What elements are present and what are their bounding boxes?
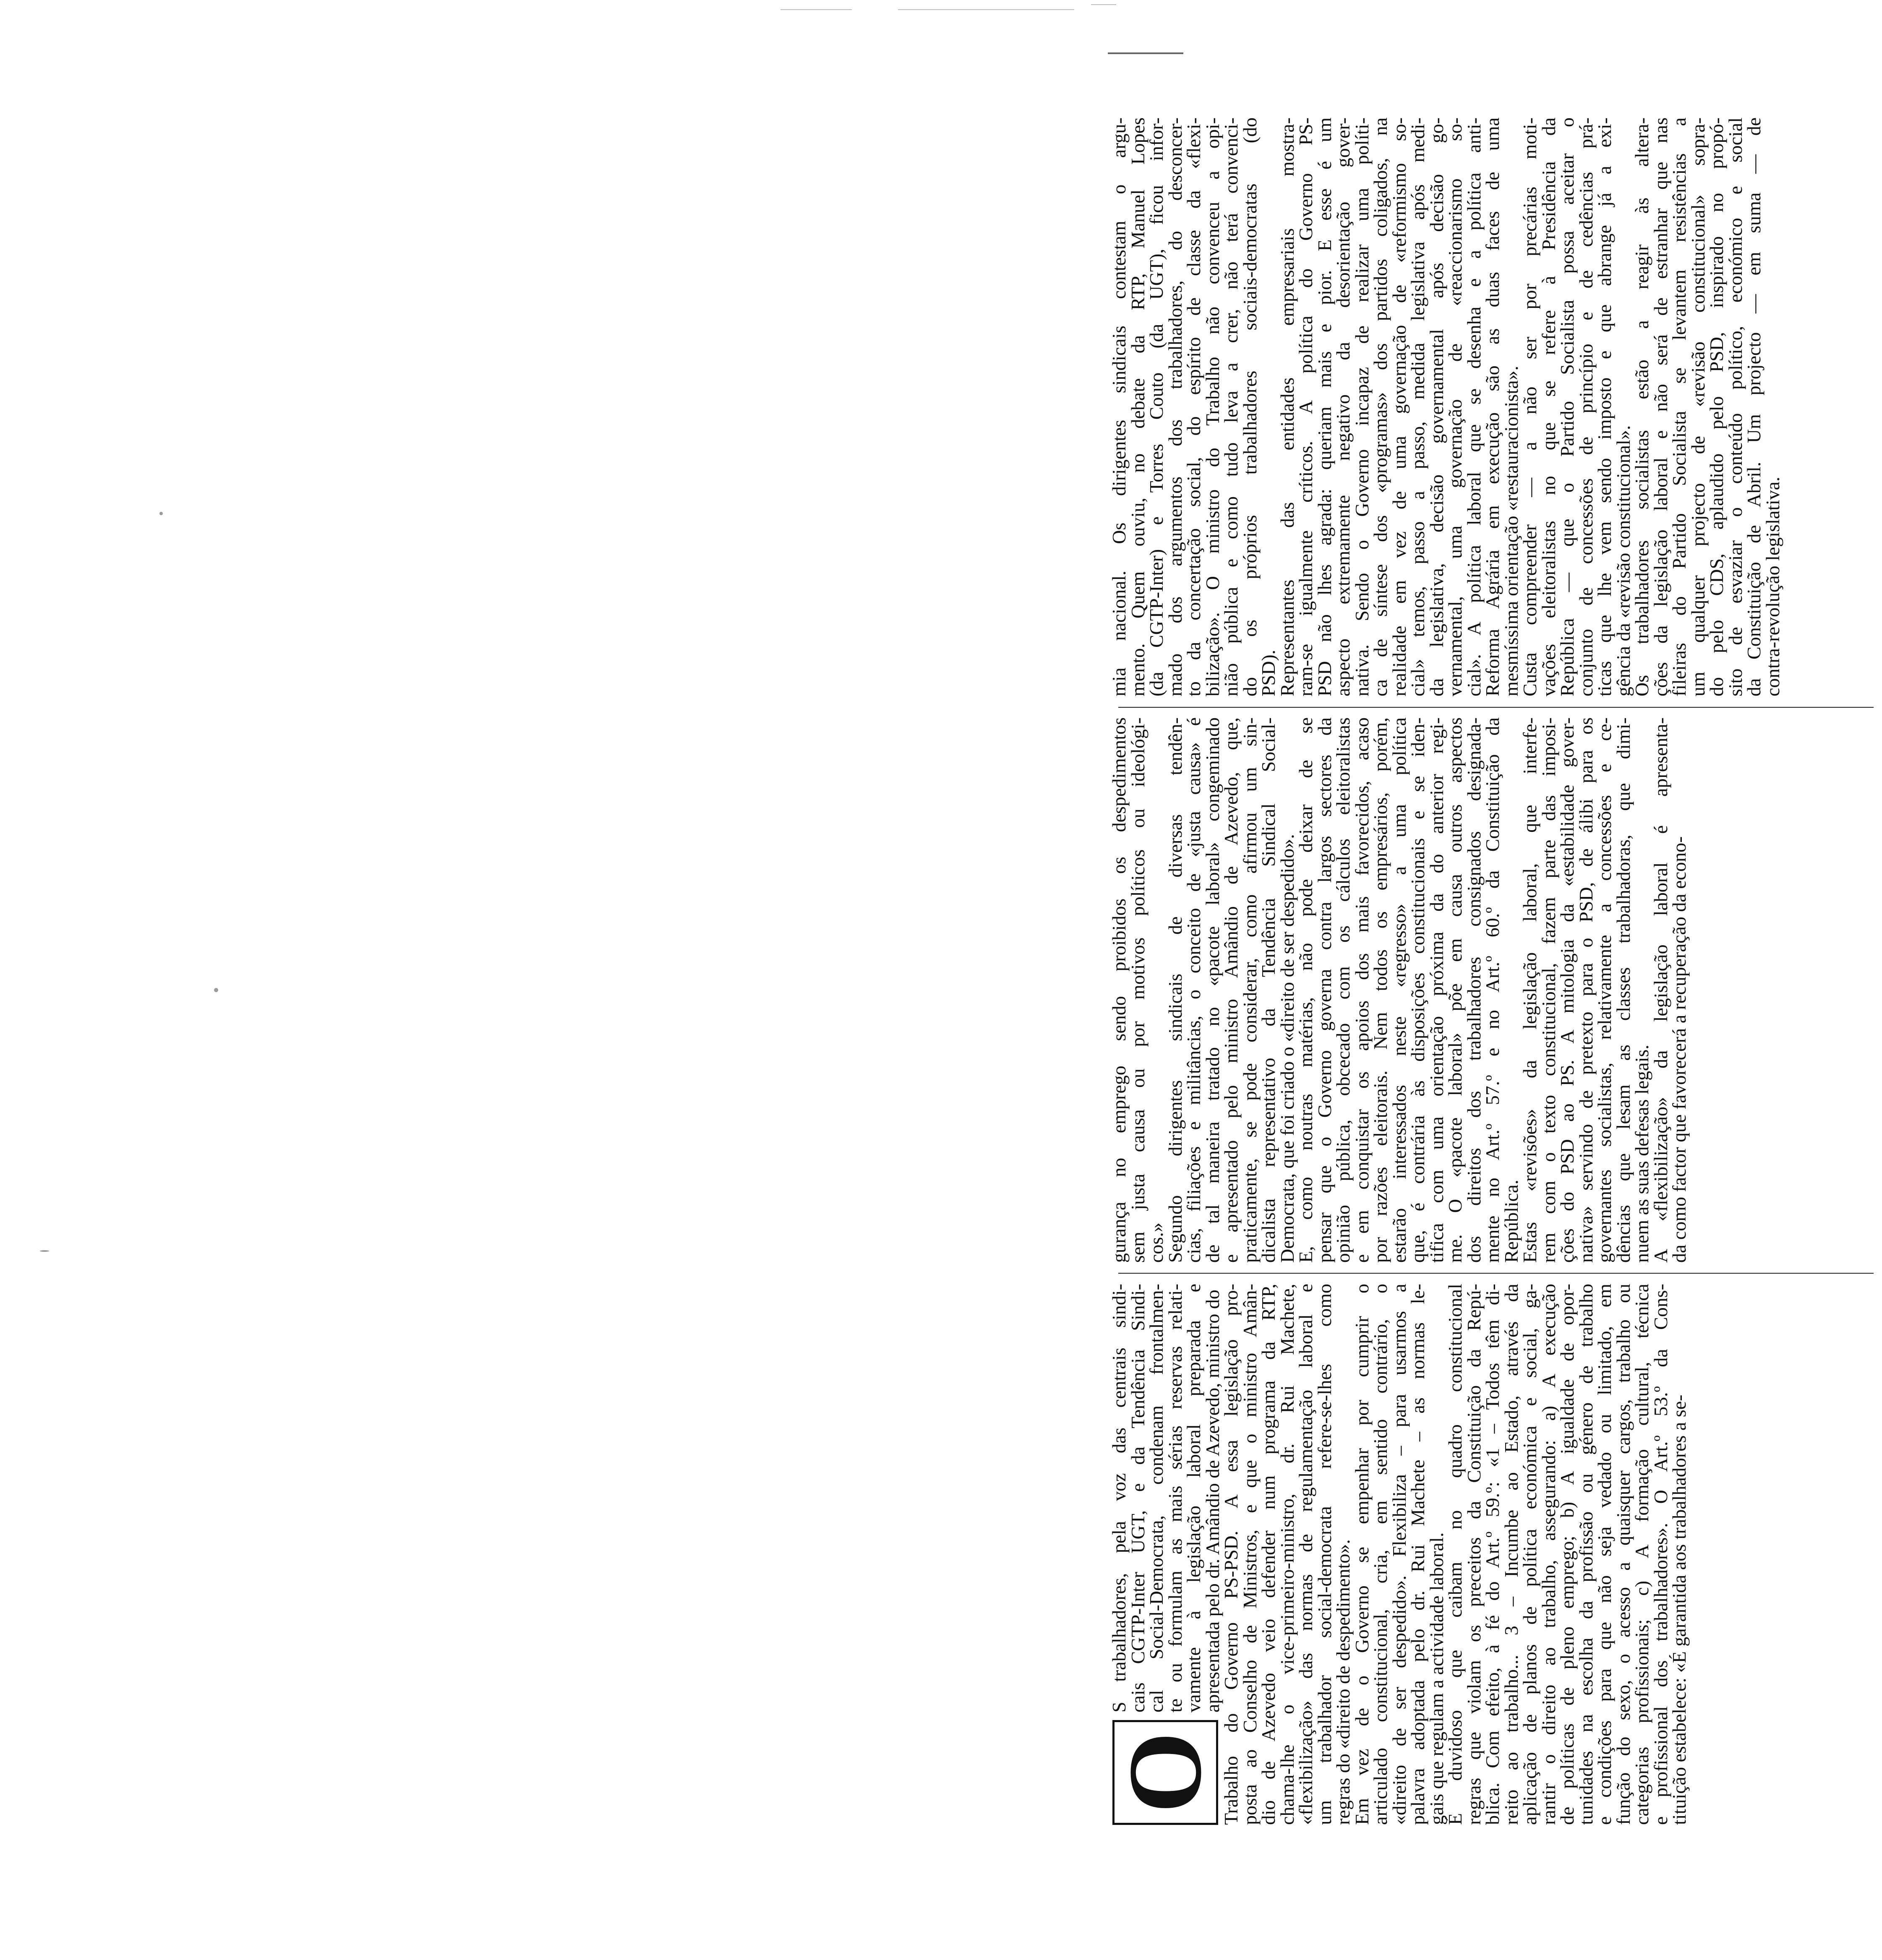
text-line: (da CGTP-Inter) e Torres Couto (da UGT), ficou infor- xyxy=(1146,117,1167,696)
text-line: estarão interessados neste «regresso» a uma política xyxy=(1388,717,1410,1263)
text-line: «direito de ser despedido». Flexibiliza – para usarmos a xyxy=(1388,1284,1410,1825)
text-line: e profissional dos trabalhadores». O Art.º 53.º da Cons- xyxy=(1650,1284,1671,1825)
text-line: do pelo CDS, aplaudido pelo PSD, inspirado no propó- xyxy=(1706,117,1727,696)
text-line: dio de Azevedo veio defender num programa da RTP, xyxy=(1258,1284,1279,1825)
text-line: aplicação de planos de política económica e social, ga- xyxy=(1519,1284,1540,1825)
text-line: regras do «direito de despedimento». xyxy=(1332,1539,1354,1825)
text-line: e apresentado pelo ministro Amândio de Azevedo, que, xyxy=(1220,717,1242,1263)
article-column-1 xyxy=(1107,1284,1882,1825)
text-line: conjunto de concessões de princípio e de cedências prá- xyxy=(1575,117,1597,696)
text-line: tituição estabelece: «É garantida aos trabalhadores a se- xyxy=(1668,1394,1690,1825)
text-line: Trabalho do Governo PS-PSD. A essa legislação pro- xyxy=(1220,1284,1242,1825)
text-line: apresentada pelo dr. Amândio de Azevedo, ministro do xyxy=(1201,1290,1223,1712)
text-line: categorias profissionais; c) A formação cultural, técnica xyxy=(1631,1284,1652,1825)
text-line: sem justa causa ou por motivos políticos ou ideológi- xyxy=(1127,717,1149,1263)
scan-rule-mark xyxy=(1108,52,1183,54)
text-line: cial» temos, passo a passo, medida legislativa após medi- xyxy=(1407,117,1428,696)
text-line: que, é contrária às disposições constitucionais e se iden- xyxy=(1407,717,1428,1263)
text-line: vações eleitoralistas no que se refere à Presidência da xyxy=(1537,117,1559,696)
text-line: e em conquistar os apoios dos mais favorecidos, acaso xyxy=(1351,717,1373,1263)
text-line: por razões eleitorais. Nem todos os empresários, porém, xyxy=(1370,717,1391,1263)
text-line: nativa» servindo de pretexto para o PSD, de álibi para os xyxy=(1575,717,1597,1263)
text-line: da Constituição de Abril. Um projecto — em suma — de xyxy=(1743,117,1765,696)
text-line: da legislativa, decisão governamental após decisão go- xyxy=(1425,117,1447,696)
text-line: cais CGTP-Inter UGT, e da Tendência Sindi- xyxy=(1127,1284,1149,1712)
text-line: Em vez de o Governo se empenhar por cumprir o xyxy=(1351,1284,1373,1825)
text-line: pensar que o Governo governa contra largos sectores da xyxy=(1313,717,1335,1263)
dropcap-block xyxy=(1107,1284,1223,1825)
scan-rule-mark xyxy=(780,9,852,10)
text-line: vamente à legislação laboral preparada e xyxy=(1183,1284,1204,1712)
text-line: rantir o direito ao trabalho, assegurando: a) A execução xyxy=(1537,1284,1559,1825)
text-line: mesmíssima orientação «restauracionista». xyxy=(1500,365,1522,696)
text-line: governantes socialistas, relativamente a concessões e ce- xyxy=(1594,717,1615,1263)
text-line: um trabalhador social-democrata refere-se-lhes como xyxy=(1313,1284,1335,1825)
text-line: função do sexo, o acesso a quaisquer cargos, trabalho ou xyxy=(1612,1284,1634,1825)
article-column-2 xyxy=(1110,717,1882,1263)
text-line: aspecto extremamente negativo da desorientação gover- xyxy=(1332,117,1354,696)
text-line: mente no Art.º 57.º e no Art.º 60.º da Constituição da xyxy=(1482,717,1503,1263)
text-line: contra-revolução legislativa. xyxy=(1762,477,1783,696)
text-line: blica. Com efeito, à fé do Art.º 59.º: «1 – Todos têm di- xyxy=(1482,1284,1503,1825)
text-line: Democrata, que foi criado o «direito de ser despedido». xyxy=(1276,834,1298,1263)
text-line: gurança no emprego sendo proibidos os despedimentos xyxy=(1108,717,1130,1263)
text-line: de políticas de pleno emprego; b) A igualdade de opor- xyxy=(1556,1284,1578,1825)
text-line: vernamental, uma governação de «reaccionarismo so- xyxy=(1444,117,1466,696)
scan-speck xyxy=(214,988,218,992)
text-line: Custa compreender — a não ser por precárias moti- xyxy=(1519,117,1540,696)
text-line: cias, filiações e militâncias, o conceito de «justa causa» é xyxy=(1183,717,1204,1263)
text-line: de tal maneira tratado no «pacote laboral» congeminado xyxy=(1201,717,1223,1263)
text-line: nuem as suas defesas legais. xyxy=(1631,1045,1652,1263)
scan-rule-mark xyxy=(1091,4,1116,5)
text-line: Representantes das entidades empresariais mostra- xyxy=(1276,117,1298,696)
text-line: tunidades na escolha da profissão ou género de trabalho xyxy=(1575,1284,1597,1825)
text-line: regras que violam os preceitos da Constituição da Repú- xyxy=(1463,1284,1485,1825)
column-1-body xyxy=(1222,1284,1689,1825)
text-line: PSD não lhes agrada: queriam mais e pior. E esse é um xyxy=(1313,117,1335,696)
article-rotated xyxy=(1107,101,1882,1825)
text-line: realidade em vez de uma governação de «reformismo so- xyxy=(1388,117,1410,696)
text-line: rem com o texto constitucional, fazem parte das imposi- xyxy=(1537,717,1559,1263)
text-line: cial». A política laboral que se desenha e a política anti- xyxy=(1463,117,1485,696)
text-line: praticamente, se pode considerar, como afirmou um sin- xyxy=(1239,717,1261,1263)
text-line: É duvidoso que caibam no quadro constitucional xyxy=(1444,1284,1466,1825)
text-line: mento. Quem ouviu, no debate da RTP, Manuel Lopes xyxy=(1127,117,1149,696)
column-1-intro xyxy=(1110,1284,1222,1712)
text-line: República. xyxy=(1500,1180,1522,1263)
scan-rule-mark xyxy=(898,9,1074,10)
text-line: bilização». O ministro do Trabalho não convenceu a opi- xyxy=(1201,117,1223,696)
scan-speck xyxy=(40,1250,49,1252)
article-column-3 xyxy=(1110,117,1882,696)
text-line: ções da legislação laboral e não será de estranhar que nas xyxy=(1650,117,1671,696)
text-line: ram-se igualmente críticos. A política do Governo PS- xyxy=(1295,117,1316,696)
text-line: gais que regulam a actividade laboral. xyxy=(1425,1532,1447,1825)
text-line: gência da «revisão constitucional». xyxy=(1612,425,1634,696)
text-line: chama-lhe o vice-primeiro-ministro, dr. Rui Machete, xyxy=(1276,1284,1298,1825)
text-line: dicalista representativo da Tendência Sindical Social- xyxy=(1258,717,1279,1263)
text-line: palavra adoptada pelo dr. Rui Machete – as normas le- xyxy=(1407,1284,1428,1825)
text-line: nião pública e como tudo leva a crer, não terá convenci- xyxy=(1220,117,1242,696)
text-line: Os trabalhadores socialistas estão a reagir às altera- xyxy=(1631,117,1652,696)
text-line: me. O «pacote laboral» põe em causa outros aspectos xyxy=(1444,717,1466,1263)
text-line: Reforma Agrária em execução são as duas faces de uma xyxy=(1482,117,1503,696)
text-line: E, como noutras matérias, não pode deixar de se xyxy=(1295,717,1316,1263)
text-line: Estas «revisões» da legislação laboral, que interfe- xyxy=(1519,717,1540,1263)
text-line: da como factor que favorecerá a recuperação da econo- xyxy=(1668,836,1690,1263)
dropcap-letter: O xyxy=(1112,1720,1218,1825)
text-line: ca de síntese dos «programas» dos partidos coligados, na xyxy=(1370,117,1391,696)
text-line: dências que lesam as classes trabalhadoras, que dimi- xyxy=(1612,717,1634,1263)
text-line: ticas que lhe vem sendo imposto e que abrange já a exi- xyxy=(1594,117,1615,696)
text-line: República — que o Partido Socialista possa aceitar o xyxy=(1556,117,1578,696)
text-line: tifica com uma orientação próxima da do anterior regi- xyxy=(1425,717,1447,1263)
text-line: Segundo dirigentes sindicais de diversas tendên- xyxy=(1164,717,1186,1263)
text-line: posta ao Conselho de Ministros, e que o ministro Amân- xyxy=(1239,1284,1261,1825)
scan-speck xyxy=(159,512,163,515)
column-divider xyxy=(1118,707,1874,708)
text-line: mado dos argumentos dos trabalhadores, do desconcer- xyxy=(1164,117,1186,696)
text-line: fileiras do Partido Socialista se levantem resistências a xyxy=(1668,117,1690,696)
text-line: «flexibilização» das normas de regulamentação laboral e xyxy=(1295,1284,1316,1825)
text-line: mia nacional. Os dirigentes sindicais contestam o argu- xyxy=(1108,117,1130,696)
text-line: PSD). xyxy=(1258,649,1279,696)
text-line: A «flexibilização» da legislação laboral é apresenta- xyxy=(1650,717,1671,1263)
text-line: sito de esvaziar o conteúdo político, económico e social xyxy=(1724,117,1746,696)
text-line: ções do PSD ao PS. A mitologia da «estabilidade gover- xyxy=(1556,717,1578,1263)
column-divider xyxy=(1118,1273,1874,1274)
text-line: e condições para que não seja vedado ou limitado, em xyxy=(1594,1284,1615,1825)
text-line: S trabalhadores, pela voz das centrais sindi- xyxy=(1108,1284,1130,1712)
text-line: cal Social-Democrata, condenam frontalmen- xyxy=(1146,1284,1167,1712)
text-line: to da concertação social, do espírito de classe da «flexi- xyxy=(1183,117,1204,696)
text-line: cos.» xyxy=(1146,1222,1167,1263)
text-line: dos direitos dos trabalhadores consignados designada- xyxy=(1463,717,1485,1263)
text-line: reito ao trabalho... 3 – Incumbe ao Estado, através da xyxy=(1500,1284,1522,1825)
text-line: um qualquer projecto de «revisão constitucional» sopra- xyxy=(1687,117,1709,696)
text-line: opinião pública, obcecado com os cálculos eleitoralistas xyxy=(1332,717,1354,1263)
text-line: te ou formulam as mais sérias reservas relati- xyxy=(1164,1284,1186,1712)
text-line: nativa. Sendo o Governo incapaz de realizar uma políti- xyxy=(1351,117,1373,696)
text-line: articulado constitucional, cria, em sentido contrário, o xyxy=(1370,1284,1391,1825)
text-line: do os próprios trabalhadores sociais-democratas (do xyxy=(1239,117,1261,696)
